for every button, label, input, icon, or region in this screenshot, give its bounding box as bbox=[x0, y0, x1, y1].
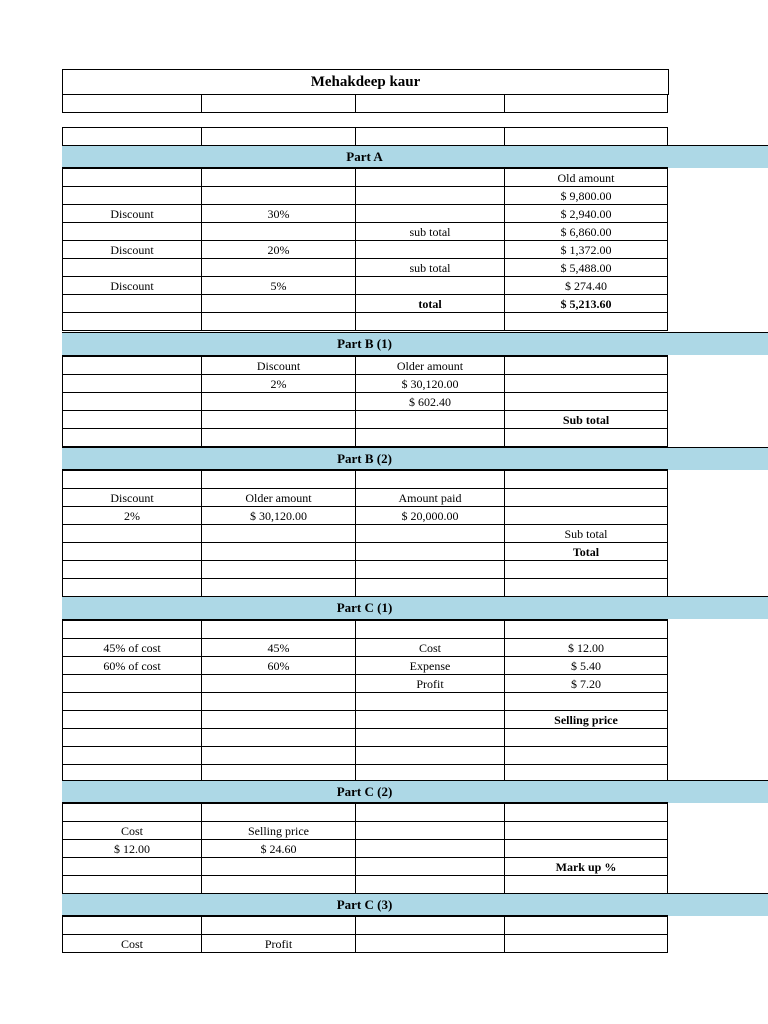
empty-cell[interactable] bbox=[505, 916, 668, 935]
cost-header[interactable]: Cost bbox=[63, 822, 202, 840]
table-row bbox=[63, 543, 668, 561]
cell[interactable]: $ 7.20 bbox=[505, 675, 668, 693]
empty-cell[interactable] bbox=[63, 543, 202, 561]
empty-cell[interactable] bbox=[202, 187, 356, 205]
part-c3-table bbox=[62, 915, 668, 953]
discount-amount[interactable]: $ 602.40 bbox=[356, 393, 505, 411]
empty-cell[interactable] bbox=[505, 489, 668, 507]
table-row bbox=[63, 747, 668, 765]
empty-cell[interactable] bbox=[505, 935, 668, 953]
section-header-part-b2 bbox=[62, 447, 768, 470]
empty-cell[interactable] bbox=[63, 313, 202, 331]
selling-price-header[interactable]: Selling price bbox=[202, 822, 356, 840]
empty-cell[interactable] bbox=[202, 525, 356, 543]
empty-cell[interactable] bbox=[505, 822, 668, 840]
empty-cell[interactable] bbox=[202, 470, 356, 489]
cell[interactable]: Cost bbox=[356, 639, 505, 657]
empty-cell[interactable] bbox=[63, 916, 202, 935]
sub-total-label[interactable]: Sub total bbox=[505, 411, 668, 429]
section-header-part-c3 bbox=[62, 893, 768, 916]
table-row bbox=[63, 620, 668, 639]
cell[interactable] bbox=[202, 259, 356, 277]
empty-cell[interactable] bbox=[63, 525, 202, 543]
table-row bbox=[63, 470, 668, 489]
table-row bbox=[63, 693, 668, 711]
empty-cell[interactable] bbox=[505, 470, 668, 489]
empty-cell[interactable] bbox=[63, 711, 202, 729]
cell[interactable]: $ 5.40 bbox=[505, 657, 668, 675]
empty-cell[interactable] bbox=[356, 693, 505, 711]
empty-cell[interactable] bbox=[63, 411, 202, 429]
table-row bbox=[63, 822, 668, 840]
table-row bbox=[63, 168, 668, 187]
empty-cell[interactable] bbox=[63, 561, 202, 579]
cell[interactable]: Profit bbox=[356, 675, 505, 693]
selling-price-value[interactable]: $ 24.60 bbox=[202, 840, 356, 858]
cell[interactable] bbox=[356, 205, 505, 223]
title-block bbox=[62, 69, 669, 95]
markup-label[interactable]: Mark up % bbox=[505, 858, 668, 876]
section-header-part-b1 bbox=[62, 332, 768, 355]
table-row bbox=[63, 95, 668, 113]
empty-cell[interactable] bbox=[63, 579, 202, 597]
table-row bbox=[63, 128, 668, 146]
empty-cell[interactable] bbox=[356, 543, 505, 561]
cell[interactable] bbox=[63, 675, 202, 693]
cell[interactable]: 5% bbox=[202, 277, 356, 295]
table-row bbox=[63, 375, 668, 393]
empty-cell[interactable] bbox=[356, 411, 505, 429]
total-label[interactable]: total bbox=[356, 295, 505, 313]
cell[interactable]: $ 1,372.00 bbox=[505, 241, 668, 259]
section-title: Part C (3) bbox=[336, 897, 393, 912]
cost-header[interactable]: Cost bbox=[63, 935, 202, 953]
empty-cell[interactable] bbox=[63, 295, 202, 313]
empty-cell[interactable] bbox=[505, 876, 668, 894]
empty-cell[interactable] bbox=[356, 313, 505, 331]
table-row bbox=[63, 840, 668, 858]
empty-cell[interactable] bbox=[505, 429, 668, 447]
part-a-table bbox=[62, 167, 668, 331]
empty-cell[interactable] bbox=[202, 295, 356, 313]
empty-cell[interactable] bbox=[356, 711, 505, 729]
total-label[interactable]: Total bbox=[505, 543, 668, 561]
old-amount-header[interactable]: Old amount bbox=[505, 168, 668, 187]
empty-cell[interactable] bbox=[202, 411, 356, 429]
table-row bbox=[63, 916, 668, 935]
discount-header[interactable]: Discount bbox=[63, 489, 202, 507]
empty-cell[interactable] bbox=[202, 429, 356, 447]
empty-cell[interactable] bbox=[202, 393, 356, 411]
empty-cell[interactable] bbox=[356, 822, 505, 840]
table-row bbox=[63, 223, 668, 241]
empty-cell[interactable] bbox=[356, 858, 505, 876]
empty-cell[interactable] bbox=[505, 747, 668, 765]
empty-cell[interactable] bbox=[356, 561, 505, 579]
empty-cell[interactable] bbox=[356, 470, 505, 489]
older-amount-value[interactable]: $ 30,120.00 bbox=[202, 507, 356, 525]
discount-header[interactable]: Discount bbox=[202, 356, 356, 375]
amount-paid-value[interactable]: $ 20,000.00 bbox=[356, 507, 505, 525]
old-amount-value[interactable]: $ 9,800.00 bbox=[505, 187, 668, 205]
empty-cell[interactable] bbox=[505, 693, 668, 711]
cell[interactable]: 60% bbox=[202, 657, 356, 675]
empty-cell[interactable] bbox=[356, 187, 505, 205]
table-row bbox=[63, 579, 668, 597]
cell[interactable] bbox=[63, 223, 202, 241]
cell[interactable]: 60% of cost bbox=[63, 657, 202, 675]
empty-cell[interactable] bbox=[63, 729, 202, 747]
amount-paid-header[interactable]: Amount paid bbox=[356, 489, 505, 507]
empty-cell[interactable] bbox=[63, 620, 202, 639]
table-row bbox=[63, 393, 668, 411]
cell[interactable] bbox=[202, 675, 356, 693]
empty-cell[interactable] bbox=[202, 168, 356, 187]
table-row bbox=[63, 935, 668, 953]
empty-cell[interactable] bbox=[202, 916, 356, 935]
empty-cell[interactable] bbox=[505, 579, 668, 597]
table-row bbox=[63, 675, 668, 693]
table-row bbox=[63, 561, 668, 579]
empty-cell[interactable] bbox=[63, 429, 202, 447]
table-row bbox=[63, 277, 668, 295]
section-header-part-c2 bbox=[62, 780, 768, 803]
empty-cell[interactable] bbox=[202, 313, 356, 331]
empty-cell[interactable] bbox=[356, 729, 505, 747]
title-spacer-grid bbox=[62, 94, 668, 113]
section-title: Part B (1) bbox=[337, 336, 392, 351]
table-row bbox=[63, 205, 668, 223]
older-amount-header[interactable]: Older amount bbox=[356, 356, 505, 375]
table-row bbox=[63, 858, 668, 876]
cell[interactable]: $ 12.00 bbox=[505, 639, 668, 657]
total-amount[interactable]: $ 5,213.60 bbox=[505, 295, 668, 313]
empty-cell[interactable] bbox=[63, 168, 202, 187]
empty-cell[interactable] bbox=[505, 561, 668, 579]
empty-cell[interactable] bbox=[202, 579, 356, 597]
empty-cell[interactable] bbox=[505, 729, 668, 747]
discount-value[interactable]: 2% bbox=[63, 507, 202, 525]
empty-cell[interactable] bbox=[505, 313, 668, 331]
cell[interactable]: 30% bbox=[202, 205, 356, 223]
empty-cell[interactable] bbox=[202, 858, 356, 876]
cell[interactable] bbox=[63, 259, 202, 277]
cell[interactable]: Discount bbox=[63, 277, 202, 295]
empty-cell[interactable] bbox=[202, 543, 356, 561]
empty-cell[interactable] bbox=[356, 916, 505, 935]
empty-cell[interactable] bbox=[63, 393, 202, 411]
empty-cell[interactable] bbox=[202, 729, 356, 747]
table-row bbox=[63, 241, 668, 259]
table-row bbox=[63, 657, 668, 675]
cell[interactable]: Expense bbox=[356, 657, 505, 675]
table-row bbox=[63, 295, 668, 313]
empty-cell[interactable] bbox=[356, 747, 505, 765]
table-row bbox=[63, 259, 668, 277]
cell[interactable]: $ 6,860.00 bbox=[505, 223, 668, 241]
profit-header[interactable]: Profit bbox=[202, 935, 356, 953]
cell[interactable]: 45% of cost bbox=[63, 639, 202, 657]
table-row bbox=[63, 876, 668, 894]
cell[interactable] bbox=[356, 241, 505, 259]
section-title: Part A bbox=[346, 149, 383, 164]
empty-cell[interactable] bbox=[202, 803, 356, 822]
empty-cell[interactable] bbox=[63, 95, 202, 113]
part-b1-table bbox=[62, 355, 668, 447]
table-row bbox=[63, 729, 668, 747]
empty-cell[interactable] bbox=[202, 711, 356, 729]
part-b2-table bbox=[62, 469, 668, 597]
empty-cell[interactable] bbox=[202, 95, 356, 113]
empty-cell[interactable] bbox=[505, 840, 668, 858]
empty-cell[interactable] bbox=[505, 620, 668, 639]
cell[interactable]: sub total bbox=[356, 259, 505, 277]
table-row bbox=[63, 525, 668, 543]
empty-cell[interactable] bbox=[202, 747, 356, 765]
empty-cell[interactable] bbox=[356, 429, 505, 447]
title-spacer-grid-2 bbox=[62, 127, 668, 146]
empty-cell[interactable] bbox=[63, 187, 202, 205]
empty-cell[interactable] bbox=[202, 561, 356, 579]
empty-cell[interactable] bbox=[505, 393, 668, 411]
empty-cell[interactable] bbox=[63, 858, 202, 876]
table-row bbox=[63, 313, 668, 331]
empty-cell[interactable] bbox=[356, 803, 505, 822]
empty-cell[interactable] bbox=[63, 128, 202, 146]
empty-cell[interactable] bbox=[63, 470, 202, 489]
empty-cell[interactable] bbox=[356, 168, 505, 187]
cell[interactable] bbox=[202, 223, 356, 241]
cell[interactable]: Discount bbox=[63, 205, 202, 223]
selling-price-label[interactable]: Selling price bbox=[505, 711, 668, 729]
empty-cell[interactable] bbox=[63, 803, 202, 822]
cell[interactable]: sub total bbox=[356, 223, 505, 241]
section-header-part-c1 bbox=[62, 596, 768, 619]
cell[interactable]: $ 2,940.00 bbox=[505, 205, 668, 223]
empty-cell[interactable] bbox=[356, 876, 505, 894]
empty-cell[interactable] bbox=[202, 876, 356, 894]
table-row bbox=[63, 429, 668, 447]
empty-cell[interactable] bbox=[505, 95, 668, 113]
empty-cell[interactable] bbox=[356, 525, 505, 543]
table-row bbox=[63, 356, 668, 375]
empty-cell[interactable] bbox=[63, 747, 202, 765]
cell[interactable]: Discount bbox=[63, 241, 202, 259]
empty-cell[interactable] bbox=[356, 579, 505, 597]
sub-total-label[interactable]: Sub total bbox=[505, 525, 668, 543]
empty-cell[interactable] bbox=[63, 356, 202, 375]
empty-cell[interactable] bbox=[505, 375, 668, 393]
section-title: Part C (1) bbox=[336, 600, 393, 615]
empty-cell[interactable] bbox=[505, 507, 668, 525]
table-row bbox=[63, 411, 668, 429]
empty-cell[interactable] bbox=[505, 803, 668, 822]
empty-cell[interactable] bbox=[356, 128, 505, 146]
cell[interactable]: 45% bbox=[202, 639, 356, 657]
table-row bbox=[63, 803, 668, 822]
empty-cell[interactable] bbox=[356, 95, 505, 113]
cell[interactable]: 20% bbox=[202, 241, 356, 259]
empty-cell[interactable] bbox=[356, 935, 505, 953]
empty-cell[interactable] bbox=[505, 128, 668, 146]
empty-cell[interactable] bbox=[202, 620, 356, 639]
older-amount-value[interactable]: $ 30,120.00 bbox=[356, 375, 505, 393]
cost-value[interactable]: $ 12.00 bbox=[63, 840, 202, 858]
page-title: Mehakdeep kaur bbox=[63, 70, 668, 95]
cell[interactable] bbox=[356, 277, 505, 295]
section-header-part-a bbox=[62, 145, 768, 168]
section-title: Part B (2) bbox=[337, 451, 392, 466]
older-amount-header[interactable]: Older amount bbox=[202, 489, 356, 507]
empty-cell[interactable] bbox=[63, 876, 202, 894]
cell[interactable]: $ 5,488.00 bbox=[505, 259, 668, 277]
table-row bbox=[63, 489, 668, 507]
empty-cell[interactable] bbox=[356, 620, 505, 639]
table-row bbox=[63, 187, 668, 205]
table-row bbox=[63, 507, 668, 525]
table-row bbox=[63, 639, 668, 657]
empty-cell[interactable] bbox=[63, 693, 202, 711]
part-c1-table bbox=[62, 619, 668, 783]
empty-cell[interactable] bbox=[202, 128, 356, 146]
part-c2-table bbox=[62, 802, 668, 894]
discount-value[interactable]: 2% bbox=[202, 375, 356, 393]
cell[interactable]: $ 274.40 bbox=[505, 277, 668, 295]
section-title: Part C (2) bbox=[336, 784, 393, 799]
empty-cell[interactable] bbox=[63, 375, 202, 393]
table-row bbox=[63, 711, 668, 729]
empty-cell[interactable] bbox=[356, 840, 505, 858]
empty-cell[interactable] bbox=[202, 693, 356, 711]
empty-cell[interactable] bbox=[505, 356, 668, 375]
